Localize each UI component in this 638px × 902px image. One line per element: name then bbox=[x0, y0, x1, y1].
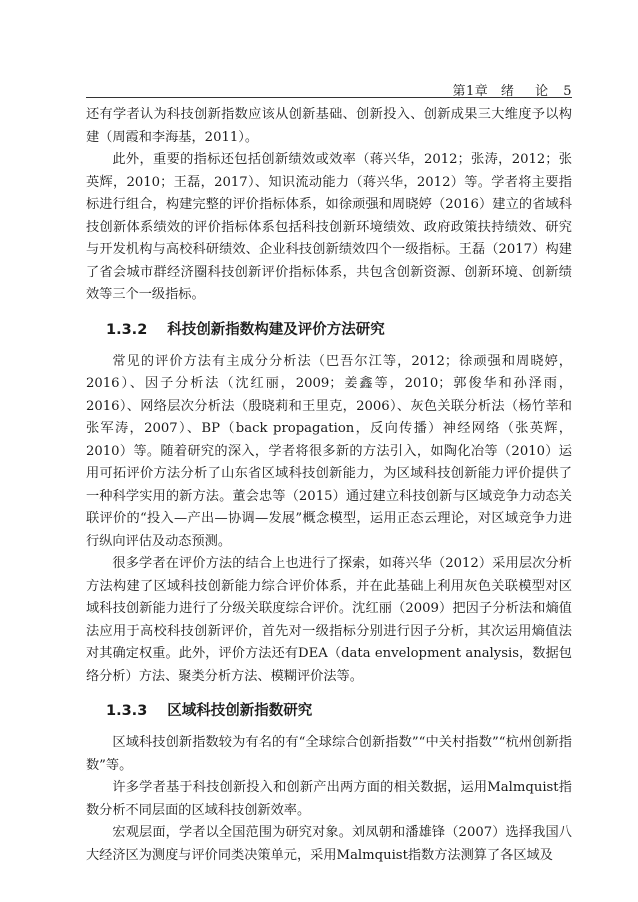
body-text bbox=[86, 104, 572, 867]
section-heading-1-3-3 bbox=[106, 700, 572, 722]
section-number: 1.3.3 bbox=[106, 703, 148, 719]
section-title: 科技创新指数构建及评价方法研究 bbox=[167, 321, 385, 338]
section-heading-1-3-2 bbox=[106, 319, 572, 341]
header-chapter: 第1章 bbox=[452, 84, 489, 99]
paragraph: 许多学者基于科技创新投入和创新产出两方面的相关数据，运用Malmquist指数分析不同层面的区域科技创新效率。 bbox=[86, 780, 572, 818]
paragraph: 区域科技创新指数较为有名的有“全球综合创新指数”“中关村指数”“杭州创新指数”等。 bbox=[86, 735, 572, 773]
paragraph: 还有学者认为科技创新指数应该从创新基础、创新投入、创新成果三大维度予以构建（周霞和李海基，2011）。 bbox=[86, 107, 572, 145]
header-title-char-2: 论 bbox=[535, 84, 549, 99]
section-number: 1.3.2 bbox=[106, 321, 148, 338]
header-title-char-1: 绪 bbox=[500, 84, 515, 99]
section-title: 区域科技创新指数研究 bbox=[167, 703, 313, 719]
header-rule bbox=[86, 97, 572, 98]
page-number: 5 bbox=[563, 84, 572, 99]
paragraph: 此外，重要的指标还包括创新绩效或效率（蒋兴华，2012；张涛，2012；张英辉，2010；王磊，2017）、知识流动能力（蒋兴华，2012）等。学者将主要指标进行组合，构建完整的评价指标体系，如徐顽强和周晓婷（2016）建立的省域科技创新体系绩效的评价指标体系包括科技创新环境绩效、政府政策扶持绩效、研究与开发机构与高校科研绩效、企业科技创新绩效四个一级指标。王磊（2017）构建了省会城市群经济圈科技创新评价指标体系，共包含创新资源、创新环境、创新绩效等三个一级指标。 bbox=[86, 152, 572, 302]
paragraph: 很多学者在评价方法的结合上也进行了探索，如蒋兴华（2012）采用层次分析方法构建了区域科技创新能力综合评价体系，并在此基础上利用灰色关联模型对区域科技创新能力进行了分级关联度综合评价。沈红丽（2009）把因子分析法和熵值法应用于高校科技创新评价，首先对一级指标分别进行因子分析，其次运用熵值法对其确定权重。此外，评价方法还有DEA（data envelopment analysis，数据包络分析）方法、聚类分析方法、模糊评价法等。 bbox=[86, 556, 572, 684]
paragraph: 宏观层面，学者以全国范围为研究对象。刘凤朝和潘雄锋（2007）选择我国八大经济区为测度与评价同类决策单元，采用Malmquist指数方法测算了各区域及 bbox=[86, 825, 572, 863]
paragraph: 常见的评价方法有主成分分析法（巴吾尔江等，2012；徐顽强和周晓婷，2016）、因子分析法（沈红丽，2009；姜鑫等，2010；郭俊华和孙泽雨，2016）、网络层次分析法（殷晓莉和王里克，2006）、灰色关联分析法（杨竹莘和张军涛，2007）、BP（back propagation，反向传播）神经网络（张英辉，2010）等。随着研究的深入，学者将很多新的方法引入，如陶化冶等（2010）运用可拓评价方法分析了山东省区域科技创新能力，为区域科技创新能力评价提供了一种科学实用的新方法。董会忠等（2015）通过建立科技创新与区域竞争力动态关联评价的“投入—产出—协调—发展”概念模型，运用正态云理论，对区域竞争力进行纵向评估及动态预测。 bbox=[86, 353, 572, 549]
